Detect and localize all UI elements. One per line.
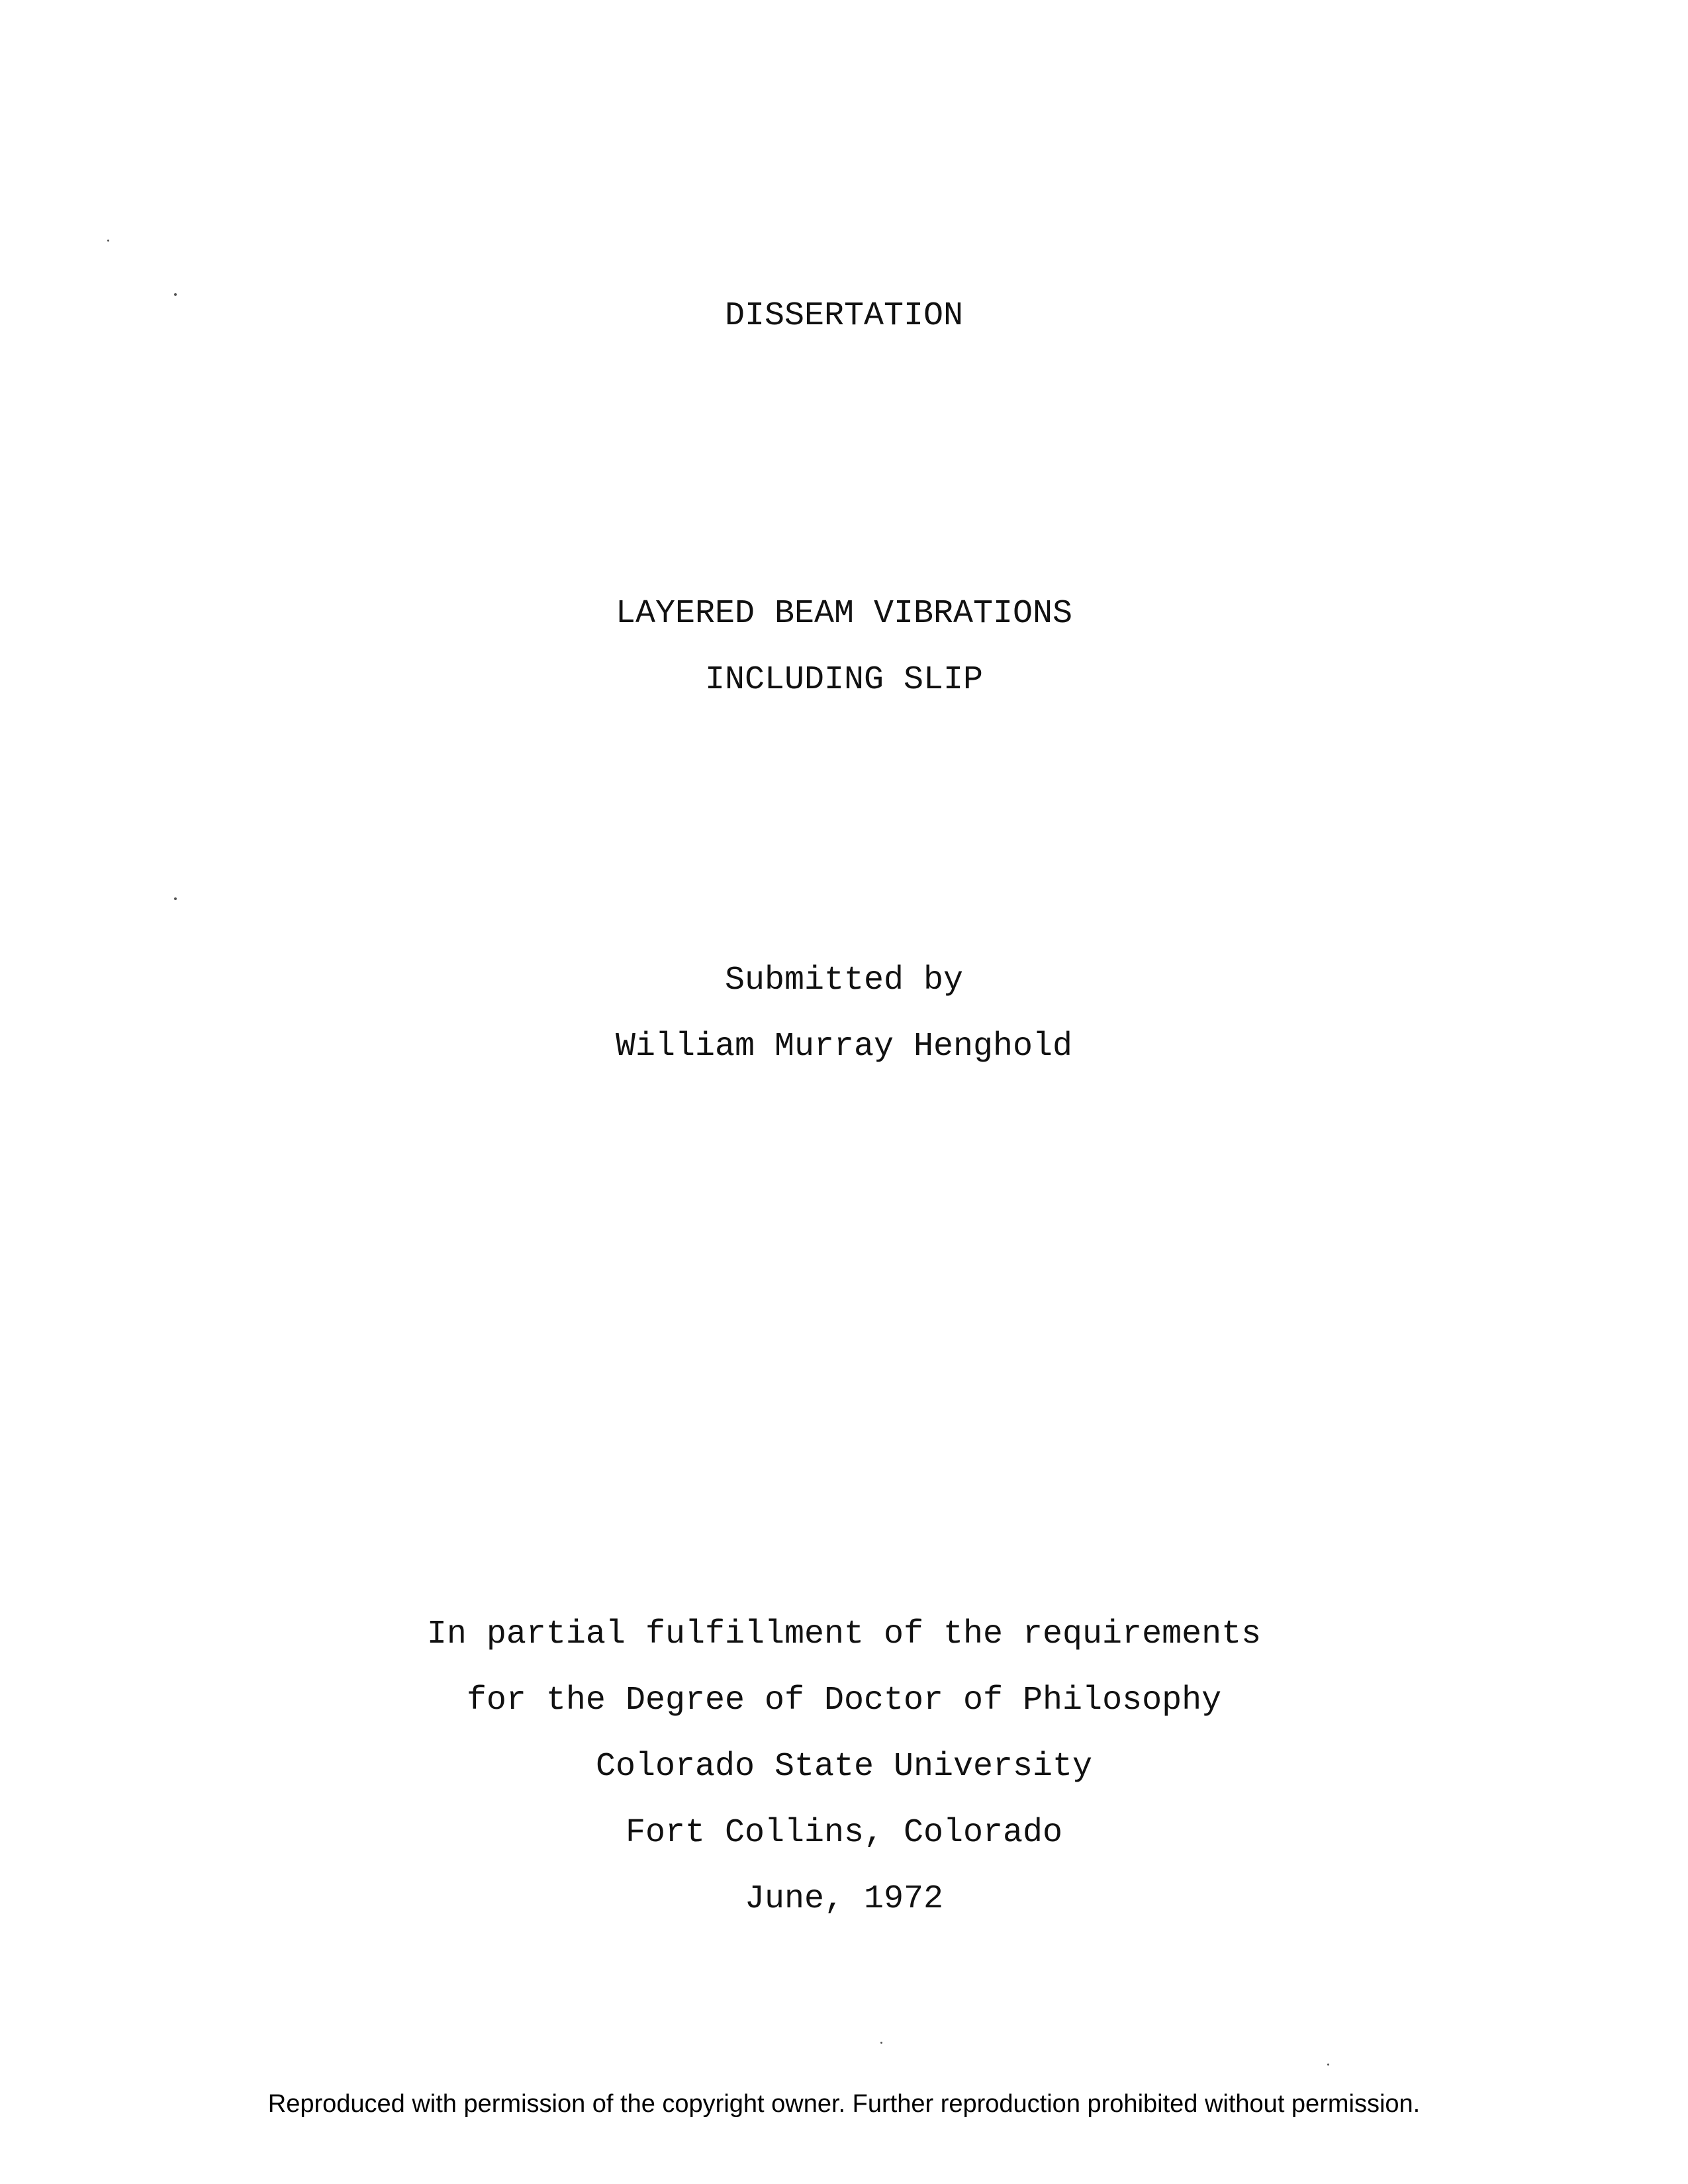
- submitted-by: Submitted by: [724, 962, 964, 999]
- date: June, 1972: [744, 1880, 944, 1918]
- scan-speck: [880, 2042, 882, 2044]
- copyright-notice: Reproduced with permission of the copyright owner. Further reproduction prohibited without permission.: [267, 2090, 1421, 2118]
- title-line-1: LAYERED BEAM VIBRATIONS: [615, 595, 1073, 633]
- scan-speck: [107, 240, 109, 242]
- location: Fort Collins, Colorado: [625, 1814, 1063, 1852]
- title-line-2: INCLUDING SLIP: [704, 661, 984, 699]
- fulfillment-line-1: In partial fulfillment of the requirements: [426, 1615, 1262, 1653]
- scan-speck: [1327, 2064, 1329, 2066]
- dissertation-label: DISSERTATION: [724, 297, 964, 335]
- scan-speck: [174, 293, 177, 296]
- author-name: William Murray Henghold: [615, 1028, 1073, 1066]
- scan-speck: [174, 897, 177, 900]
- university: Colorado State University: [595, 1748, 1093, 1786]
- fulfillment-line-2: for the Degree of Doctor of Philosophy: [466, 1682, 1222, 1719]
